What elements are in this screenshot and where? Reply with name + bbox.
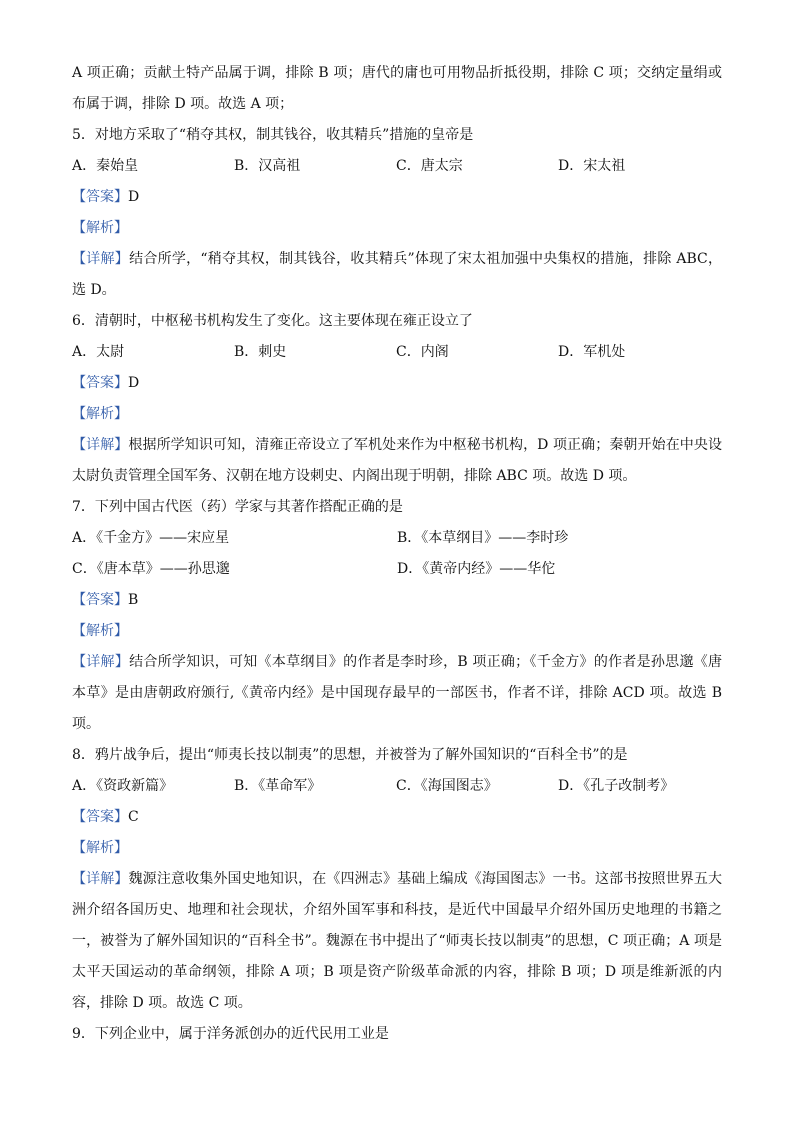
analysis-tag: 【解析】 — [72, 840, 128, 856]
option-a: A．太尉 — [72, 344, 125, 360]
answer-value: D — [128, 375, 140, 391]
detail-text: 根据所学知识可知，清雍正帝设立了军机处来作为中枢秘书机构，D 项正确；秦朝开始在中央设太尉负责管理全国军务、汉朝在地方设刺史、内阁出现于明朝，排除 ABC 项。故选 D 项。 — [72, 437, 722, 484]
question-7 — [72, 492, 722, 740]
question-stem: 7．下列中国古代医（药）学家与其著作搭配正确的是 — [72, 499, 403, 515]
analysis-tag: 【解析】 — [72, 623, 128, 639]
detail-paragraph — [72, 647, 722, 740]
detail-paragraph — [72, 244, 722, 306]
document-page — [72, 58, 722, 1050]
answer-line — [72, 585, 722, 616]
answer-tag: 【答案】 — [72, 809, 128, 825]
detail-text: 结合所学知识，可知《本草纲目》的作者是李时珍，B 项正确；《千金方》的作者是孙思邈《唐本草》是由唐朝政府颁行,《黄帝内经》是中国现存最早的一部医书，作者不详，排除 ACD 项。故选 B 项。 — [72, 654, 722, 732]
options-row — [72, 337, 722, 368]
analysis-line — [72, 399, 722, 430]
option-b: B．《革命军》 — [234, 778, 322, 794]
option-d: D．军机处 — [558, 344, 626, 360]
detail-tag: 【详解】 — [72, 871, 129, 887]
option-a: A．秦始皇 — [72, 158, 139, 174]
detail-tag: 【详解】 — [72, 654, 130, 670]
intro-paragraph: A 项正确；贡献土特产品属于调，排除 B 项；唐代的庸也可用物品折抵役期，排除 C 项；交纳定量绢或布属于调，排除 D 项。故选 A 项； — [72, 65, 722, 112]
option-c: C．内阁 — [396, 344, 449, 360]
option-c: C．《唐本草》——孙思邈 — [72, 561, 230, 577]
answer-tag: 【答案】 — [72, 592, 128, 608]
analysis-tag: 【解析】 — [72, 220, 128, 236]
answer-value: B — [128, 592, 139, 608]
option-c: C．唐太宗 — [396, 158, 463, 174]
option-b: B．《本草纲目》——李时珍 — [397, 530, 569, 546]
options-row — [72, 151, 722, 182]
detail-paragraph — [72, 430, 722, 492]
option-b: B．汉高祖 — [234, 158, 301, 174]
detail-tag: 【详解】 — [72, 437, 129, 453]
question-5 — [72, 120, 722, 306]
question-stem: 5．对地方采取了“稍夺其权，制其钱谷，收其精兵”措施的皇帝是 — [72, 127, 474, 143]
detail-text: 魏源注意收集外国史地知识，在《四洲志》基础上编成《海国图志》一书。这部书按照世界五大洲介绍各国历史、地理和社会现状，介绍外国军事和科技，是近代中国最早介绍外国历史地理的书籍之一，被誉为了解外国知识的“百科全书”。魏源在书中提出了“师夷长技以制夷”的思想，C 项正确；A 项是太平天国运动的革命纲领，排除 A 项；B 项是资产阶级革命派的内容，排除 B 项；D 项是维新派的内容，排除 D 项。故选 C 项。 — [72, 871, 723, 1011]
answer-tag: 【答案】 — [72, 375, 128, 391]
analysis-line — [72, 616, 722, 647]
answer-line — [72, 368, 722, 399]
options-row — [72, 771, 722, 802]
option-c: C．《海国图志》 — [396, 778, 498, 794]
option-a: A．《资政新篇》 — [72, 778, 174, 794]
answer-value: C — [128, 809, 139, 825]
analysis-line — [72, 213, 722, 244]
question-stem: 8．鸦片战争后，提出“师夷长技以制夷”的思想，并被誉为了解外国知识的“百科全书”的是 — [72, 747, 628, 763]
question-stem: 6．清朝时，中枢秘书机构发生了变化。这主要体现在雍正设立了 — [72, 313, 473, 329]
answer-tag: 【答案】 — [72, 189, 128, 205]
question-8 — [72, 740, 722, 1019]
analysis-tag: 【解析】 — [72, 406, 128, 422]
question-6 — [72, 306, 722, 492]
option-d: D．宋太祖 — [558, 158, 626, 174]
option-d: D．《孔子改制考》 — [558, 778, 675, 794]
answer-value: D — [128, 189, 140, 205]
detail-paragraph — [72, 864, 722, 1019]
answer-line — [72, 182, 722, 213]
option-b: B．刺史 — [234, 344, 287, 360]
option-d: D．《黄帝内经》——华佗 — [397, 561, 556, 577]
analysis-line — [72, 833, 722, 864]
question-9-stem: 9．下列企业中，属于洋务派创办的近代民用工业是 — [72, 1026, 389, 1042]
option-a: A．《千金方》——宋应星 — [72, 530, 230, 546]
answer-line — [72, 802, 722, 833]
detail-text: 结合所学，“稍夺其权，制其钱谷，收其精兵”体现了宋太祖加强中央集权的措施，排除 ABC，选 D。 — [72, 251, 723, 298]
options-row — [72, 554, 722, 585]
options-row — [72, 523, 722, 554]
detail-tag: 【详解】 — [72, 251, 130, 267]
